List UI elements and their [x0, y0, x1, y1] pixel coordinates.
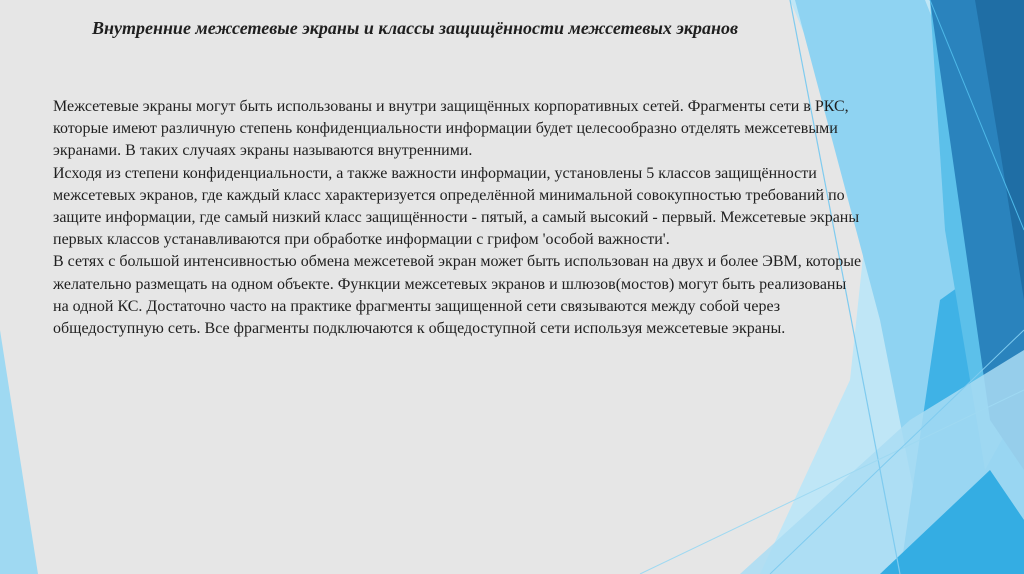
body-paragraph: Межсетевые экраны могут быть использованы и внутри защищённых корпоративных сетей. Фрагменты сети в РКС, которые имеют различную степень конфиденциальности информации будет целесообразно отделять межсетевыми экранами. В таких случаях экраны называются внутренними.	[53, 98, 849, 160]
slide-body	[53, 96, 863, 340]
body-paragraph: В сетях с большой интенсивностью обмена межсетевой экран может быть использован на двух и более ЭВМ, которые желательно размещать на одном объекте. Функции межсетевых экранов и шлюзов(мостов) могут быть реализованы на одной КС. Достаточно часто на практике фрагменты защищенной сети связываются между собой через общедоступную сеть. Все фрагменты подключаются к общедоступной сети используя межсетевые экраны.	[53, 253, 862, 338]
left-edge-stripe	[0, 330, 38, 574]
slide-title: Внутренние межсетевые экраны и классы защищённости межсетевых экранов	[91, 18, 739, 38]
body-paragraph: Исходя из степени конфиденциальности, а также важности информации, установлены 5 классов защищённости межсетевых экранов, где каждый класс характеризуется определённой минимальной совокупностью требований по защите информации, где самый низкий класс защищённости - пятый, а самый высокий - первый. Межсетевые экраны первых классов устанавливаются при обработке информации с грифом 'особой важности'.	[53, 164, 860, 249]
